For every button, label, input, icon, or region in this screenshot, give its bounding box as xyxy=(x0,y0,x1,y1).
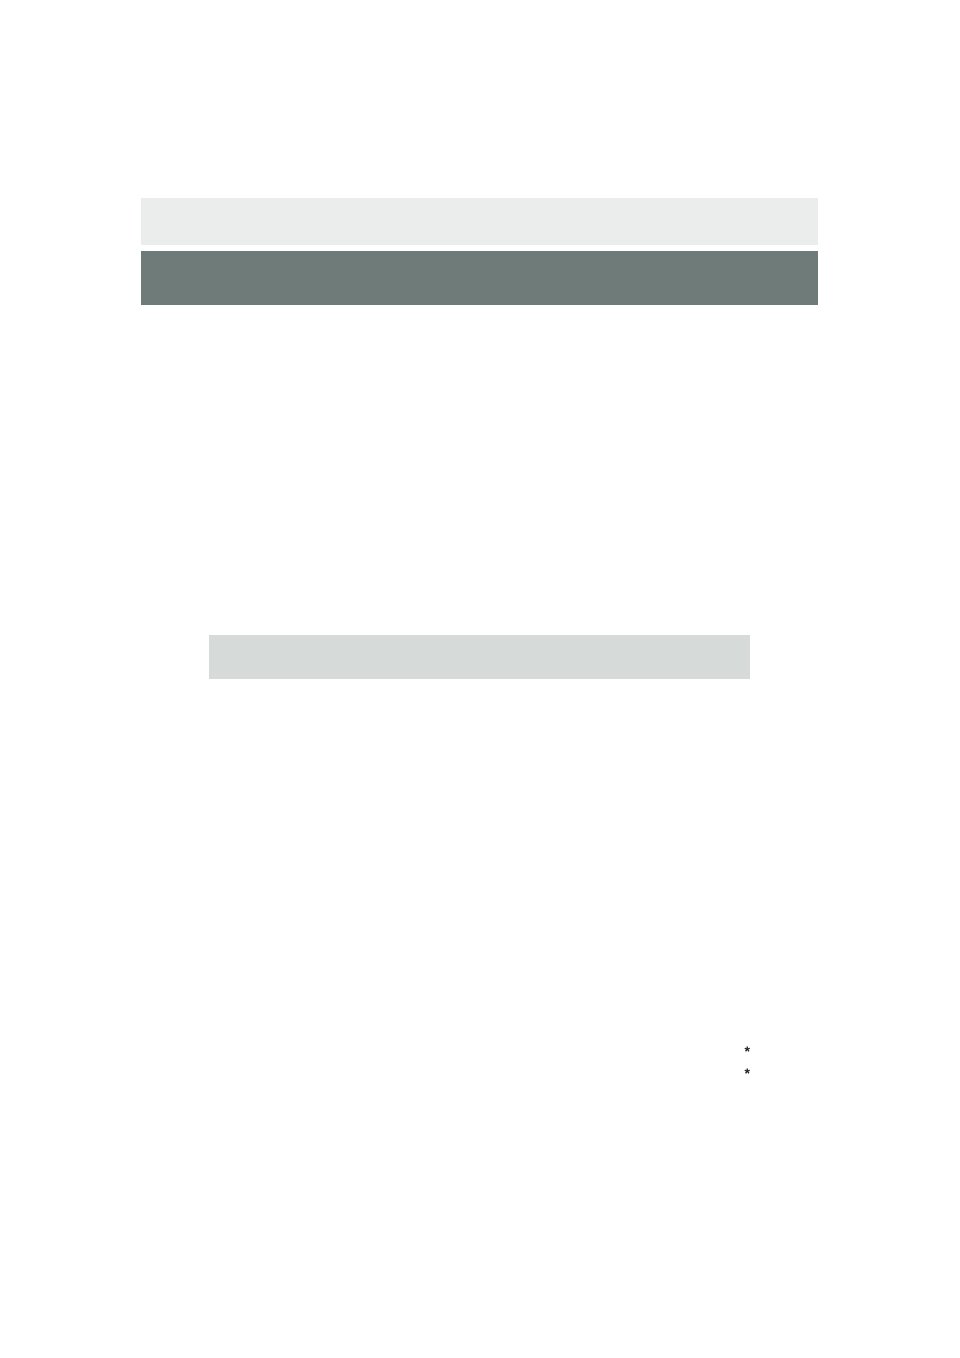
lamps-section-band xyxy=(209,635,750,679)
footnote-1 xyxy=(209,1044,750,1060)
footnote-2 xyxy=(209,1066,750,1082)
footnotes xyxy=(209,1044,750,1082)
title-band xyxy=(141,251,818,305)
asterisk-icon: * xyxy=(744,1065,750,1081)
header-band xyxy=(141,198,818,245)
asterisk-icon: * xyxy=(744,1043,750,1059)
